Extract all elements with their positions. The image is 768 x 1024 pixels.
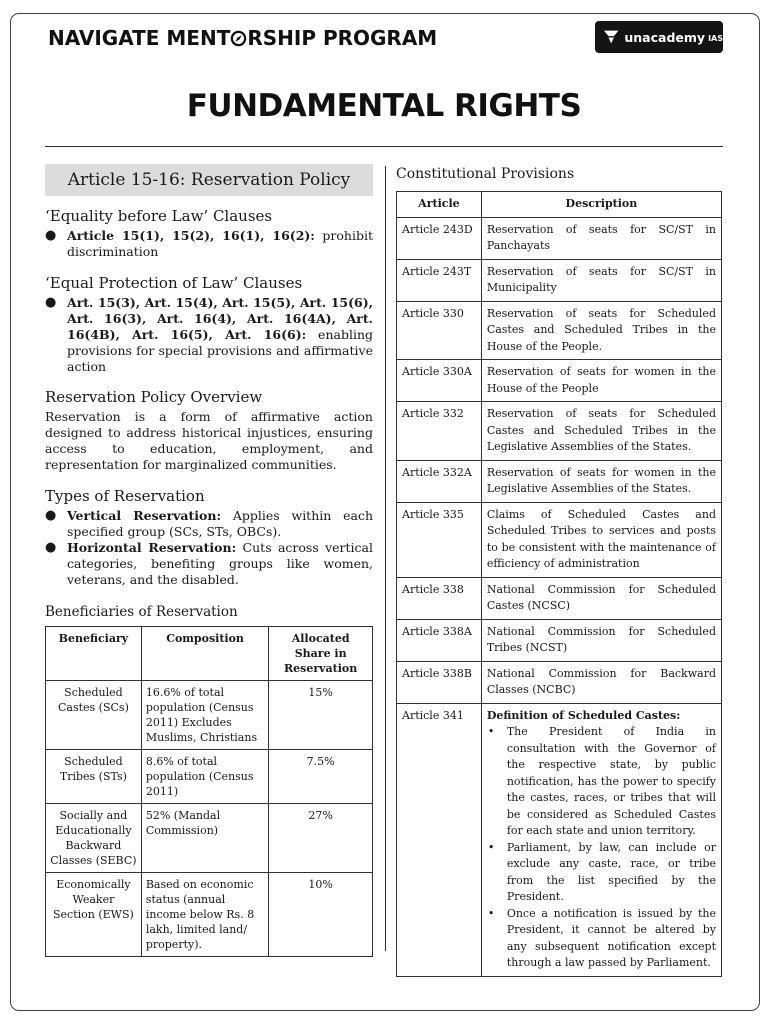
left-column: [45, 164, 373, 957]
composition-cell: 8.6% of total population (Census 2011): [141, 750, 268, 804]
horizontal-bullet: [45, 540, 373, 588]
column-header: Composition: [141, 627, 268, 681]
description-cell: National Commission for Backward Classes (NCBC): [481, 661, 721, 703]
list-item-text: The President of India in consultation with the Governor of the respective state, by public notification, has the power to specify the castes, races, or tribes that will be considered as Scheduled Castes for each state and union territory.: [506, 725, 716, 837]
program-title: [48, 26, 437, 50]
compass-o-icon: [230, 26, 247, 50]
column-header: Beneficiary: [46, 627, 142, 681]
protection-bullet-bold: Art. 15(3), Art. 15(4), Art. 15(5), Art. 15(6), Art. 16(3), Art. 16(4), Art. 16(4A), Art. 16(4B), Art. 16(5), Art. 16(6):: [67, 295, 373, 342]
vertical-bullet: [45, 508, 373, 540]
list-item: [487, 840, 716, 906]
table-row: [46, 681, 373, 750]
equality-bullet-text: prohibit discrimination: [67, 228, 373, 259]
types-heading: Types of Reservation: [45, 487, 205, 505]
beneficiary-cell: Socially and Educationally Backward Classes (SEBC): [46, 804, 142, 873]
share-cell: 15%: [269, 681, 373, 750]
article-cell: Article 338A: [397, 619, 482, 661]
bullet-icon: •: [487, 725, 495, 738]
logo-text: unacademy: [624, 29, 706, 45]
vertical-bullet-bold: Vertical Reservation:: [67, 508, 222, 523]
bullet-icon: ●: [45, 540, 57, 555]
protection-bullet-text: enabling provisions for special provisions and affirmative action: [67, 327, 373, 374]
article-cell: Article 332: [397, 402, 482, 461]
article-cell: Article 338: [397, 577, 482, 619]
description-cell: Reservation of seats for Scheduled Castes and Scheduled Tribes in the Legislative Assemblies of the States.: [481, 402, 721, 461]
program-title-part1: NAVIGATE MENT: [48, 26, 231, 50]
table-row: [397, 502, 722, 577]
equality-bullet: [45, 228, 373, 260]
description-cell: Claims of Scheduled Castes and Scheduled Tribes to services and posts to be consistent with the maintenance of efficiency of administration: [481, 502, 721, 577]
horizontal-bullet-text: Cuts across vertical categories, benefiting groups like women, veterans, and the disabled.: [67, 540, 373, 587]
equality-heading: ‘Equality before Law’ Clauses: [45, 207, 273, 225]
bullet-icon: ●: [45, 228, 57, 243]
table-row: [46, 804, 373, 873]
horizontal-bullet-bold: Horizontal Reservation:: [67, 540, 237, 555]
description-cell: Reservation of seats for Scheduled Castes and Scheduled Tribes in the House of the People.: [481, 301, 721, 360]
protection-heading: ‘Equal Protection of Law’ Clauses: [45, 274, 303, 292]
description-cell: Reservation of seats for women in the House of the People: [481, 360, 721, 402]
program-title-part2: RSHIP PROGRAM: [247, 26, 438, 50]
table-row: [397, 360, 722, 402]
share-cell: 7.5%: [269, 750, 373, 804]
column-header: Description: [481, 192, 721, 218]
article-cell: Article 243T: [397, 259, 482, 301]
list-item: [487, 724, 716, 840]
article-box: Article 15-16: Reservation Policy: [45, 164, 373, 196]
list-item-text: Parliament, by law, can include or exclude any caste, race, or tribe from the list specified by the President.: [506, 840, 716, 903]
table-row: [46, 750, 373, 804]
beneficiaries-heading: Beneficiaries of Reservation: [45, 604, 238, 620]
composition-cell: Based on economic status (annual income below Rs. 8 lakh, limited land/ property).: [141, 873, 268, 957]
definition-list: [487, 724, 716, 972]
article-cell: Article 332A: [397, 460, 482, 502]
table-header-row: [397, 192, 722, 218]
table-header-row: [46, 627, 373, 681]
composition-cell: 52% (Mandal Commission): [141, 804, 268, 873]
table-row: [397, 259, 722, 301]
table-row: [397, 460, 722, 502]
bullet-icon: •: [487, 840, 495, 854]
definition-title: Definition of Scheduled Castes:: [486, 708, 681, 722]
article-cell: Article 243D: [397, 217, 482, 259]
table-row: [397, 661, 722, 703]
article-cell: Article 338B: [397, 661, 482, 703]
right-column: [396, 166, 722, 977]
unacademy-mark-icon: [603, 29, 619, 45]
table-row: [397, 217, 722, 259]
overview-text: Reservation is a form of affirmative action designed to address historical injustices, ensuring access to education, employment, and representation for marginalized communities.: [45, 409, 373, 472]
unacademy-logo: [595, 21, 723, 53]
table-row: [397, 619, 722, 661]
table-row: [397, 301, 722, 360]
article-cell: Article 335: [397, 502, 482, 577]
list-item: [487, 906, 716, 972]
bullet-icon: ●: [45, 295, 57, 310]
page-title: FUNDAMENTAL RIGHTS: [186, 88, 582, 124]
bullet-icon: ●: [45, 508, 57, 523]
composition-cell: 16.6% of total population (Census 2011) Excludes Muslims, Christians: [141, 681, 268, 750]
list-item-text: Once a notification is issued by the President, it cannot be altered by any subsequent notification except through a law passed by Parliament.: [506, 906, 716, 969]
column-header: Article: [397, 192, 482, 218]
overview-heading: Reservation Policy Overview: [45, 388, 263, 406]
table-row: [397, 577, 722, 619]
description-cell: [481, 703, 721, 976]
article-cell: Article 341: [397, 703, 482, 976]
table-row: [397, 703, 722, 976]
logo-suffix: IAS: [708, 34, 723, 43]
description-cell: Reservation of seats for SC/ST in Municipality: [481, 259, 721, 301]
description-cell: National Commission for Scheduled Tribes (NCST): [481, 619, 721, 661]
equality-bullet-bold: Article 15(1), 15(2), 16(1), 16(2):: [67, 228, 315, 243]
article-cell: Article 330A: [397, 360, 482, 402]
description-cell: Reservation of seats for women in the Legislative Assemblies of the States.: [481, 460, 721, 502]
description-cell: Reservation of seats for SC/ST in Panchayats: [481, 217, 721, 259]
share-cell: 27%: [269, 804, 373, 873]
beneficiary-cell: Scheduled Tribes (STs): [46, 750, 142, 804]
column-divider: [385, 166, 386, 951]
vertical-bullet-text: Applies within each specified group (SCs, STs, OBCs).: [67, 508, 373, 539]
table-row: [46, 873, 373, 957]
beneficiary-cell: Scheduled Castes (SCs): [46, 681, 142, 750]
description-cell: National Commission for Scheduled Castes (NCSC): [481, 577, 721, 619]
title-divider: [45, 146, 723, 147]
bullet-icon: •: [487, 906, 495, 920]
beneficiaries-table: [45, 626, 373, 957]
table-row: [397, 402, 722, 461]
protection-bullet: [45, 295, 373, 375]
column-header: Allocated Share in Reservation: [269, 627, 373, 681]
provisions-table: [396, 191, 722, 977]
beneficiary-cell: Economically Weaker Section (EWS): [46, 873, 142, 957]
provisions-heading: Constitutional Provisions: [396, 166, 575, 182]
share-cell: 10%: [269, 873, 373, 957]
article-cell: Article 330: [397, 301, 482, 360]
